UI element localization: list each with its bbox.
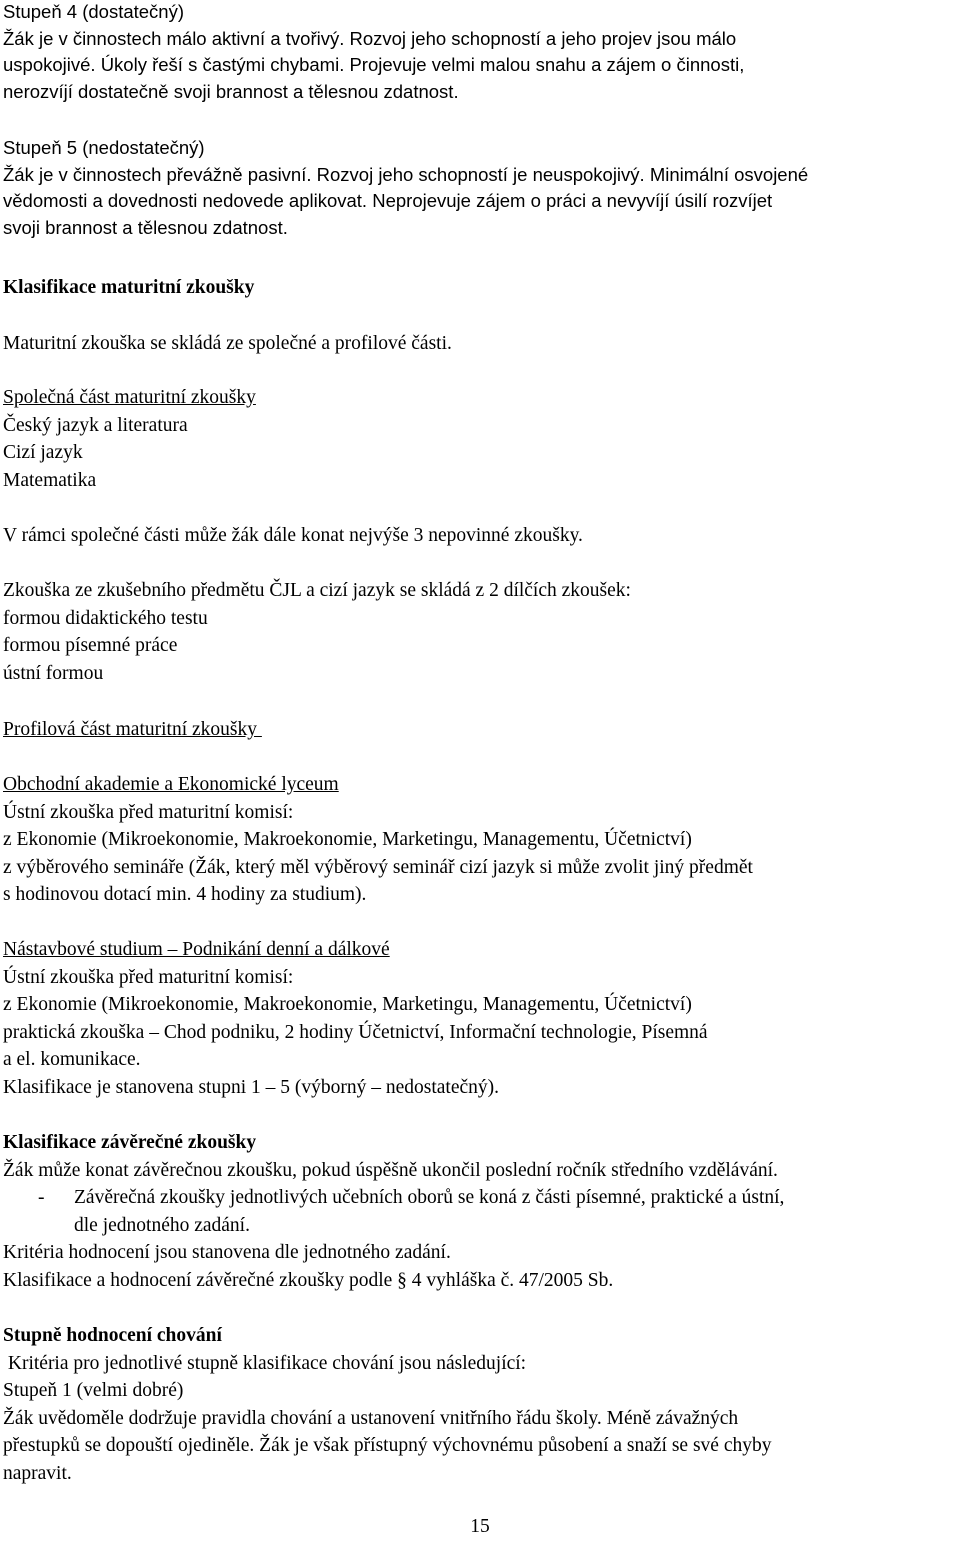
text-line: Stupeň 1 (velmi dobré) (3, 1380, 184, 1401)
text-line: Ústní zkouška před maturitní komisí: (3, 966, 294, 988)
page-number: 15 (470, 1516, 490, 1537)
text-line: Ústní zkouška před maturitní komisí: (3, 801, 294, 823)
zaverecna-heading: Klasifikace závěrečné zkoušky (3, 1132, 257, 1153)
chovani-heading: Stupně hodnocení chování (3, 1325, 222, 1346)
text-line: nerozvíjí dostatečně svoji brannost a tělesnou zdatnost. (3, 80, 459, 102)
text-line: Žák uvědoměle dodržuje pravidla chování a ustanovení vnitřního řádu školy. Méně závažných (3, 1407, 739, 1429)
list-item: ústní formou (3, 662, 104, 684)
text-line: Klasifikace a hodnocení závěrečné zkoušky podle § 4 vyhláška č. 47/2005 Sb. (3, 1269, 614, 1291)
text-line: s hodinovou dotací min. 4 hodiny za studium). (3, 884, 367, 905)
spolecna-heading: Společná část maturitní zkoušky (3, 387, 256, 408)
stupen4-heading: Stupeň 4 (dostatečný) (3, 1, 184, 22)
text-line: Kritéria pro jednotlivé stupně klasifikace chování jsou následující: (3, 1352, 527, 1374)
text-line: Žák může konat závěrečnou zkoušku, pokud úspěšně ukončil poslední ročník středního vzdělávání. (3, 1159, 778, 1181)
text-line: Závěrečná zkoušky jednotlivých učebních oborů se koná z části písemné, praktické a ústní, (74, 1187, 785, 1208)
stupen4-paragraph (3, 0, 957, 105)
spolecna-section (3, 384, 957, 494)
zaverecna-bullet (38, 1184, 958, 1240)
list-item: Český jazyk a literatura (3, 414, 188, 436)
ns-section (3, 936, 957, 1101)
text-line: napravit. (3, 1462, 72, 1484)
list-item: Matematika (3, 469, 97, 491)
bullet-text (74, 1184, 784, 1239)
text-line: přestupků se dopouští ojediněle. Žák je však přístupný výchovnému působení a snaží se své chyby (3, 1435, 772, 1456)
text-line: Klasifikace je stanovena stupni 1 – 5 (výborný – nedostatečný). (3, 1076, 500, 1098)
text-line: vědomosti a dovednosti nedovede aplikovat. Neprojevuje zájem o práci a nevyvíjí úsilí rozvíjet (3, 190, 773, 211)
zaverecna-after (3, 1239, 957, 1294)
text-line: svoji brannost a tělesnou zdatnost. (3, 216, 288, 238)
list-item: formou písemné práce (3, 635, 178, 656)
text-line: dle jednotného zadání. (74, 1214, 250, 1236)
zaverecna-section (3, 1129, 957, 1184)
text-line: praktická zkouška – Chod podniku, 2 hodiny Účetnictví, Informační technologie, Písemná (3, 1021, 708, 1043)
maturita-intro: Maturitní zkouška se skládá ze společné a profilové části. (3, 333, 452, 354)
profilova-heading: Profilová část maturitní zkoušky (3, 719, 262, 740)
text-line: z výběrového semináře (Žák, který měl výběrový seminář cizí jazyk si může zvolit jiný předmět (3, 856, 753, 878)
chovani-section (3, 1322, 957, 1487)
oa-section (3, 771, 957, 909)
list-item: Cizí jazyk (3, 442, 83, 463)
list-item: formou didaktického testu (3, 607, 208, 629)
text-line: Žák je v činnostech málo aktivní a tvořivý. Rozvoj jeho schopností a jeho projev jsou málo (3, 27, 737, 49)
text-line: uspokojivé. Úkoly řeší s častými chybami. Projevuje velmi malou snahu a zájem o činnosti, (3, 54, 745, 75)
spolecna-note: V rámci společné části může žák dále konat nejvýše 3 nepovinné zkoušky. (3, 525, 583, 546)
klasifikace-maturitni-heading: Klasifikace maturitní zkoušky (3, 277, 255, 298)
text-line: Žák je v činnostech převážně pasivní. Rozvoj jeho schopností je neuspokojivý. Minimální osvojené (3, 163, 809, 185)
stupen5-heading: Stupeň 5 (nedostatečný) (3, 137, 205, 158)
text-line: z Ekonomie (Mikroekonomie, Makroekonomie, Marketingu, Managementu, Účetnictví) (3, 829, 692, 850)
text-line: Kritéria hodnocení jsou stanovena dle jednotného zadání. (3, 1242, 451, 1263)
ns-heading: Nástavbové studium – Podnikání denní a dálkové (3, 939, 390, 960)
stupen5-paragraph (3, 135, 957, 241)
dash-marker: - (38, 1187, 45, 1208)
oa-heading: Obchodní akademie a Ekonomické lyceum (3, 774, 339, 795)
text-line: Zkouška ze zkušebního předmětu ČJL a cizí jazyk se skládá z 2 dílčích zkoušek: (3, 580, 631, 601)
text-line: a el. komunikace. (3, 1049, 141, 1070)
text-line: z Ekonomie (Mikroekonomie, Makroekonomie, Marketingu, Managementu, Účetnictví) (3, 994, 692, 1015)
zkouska-section (3, 577, 957, 687)
